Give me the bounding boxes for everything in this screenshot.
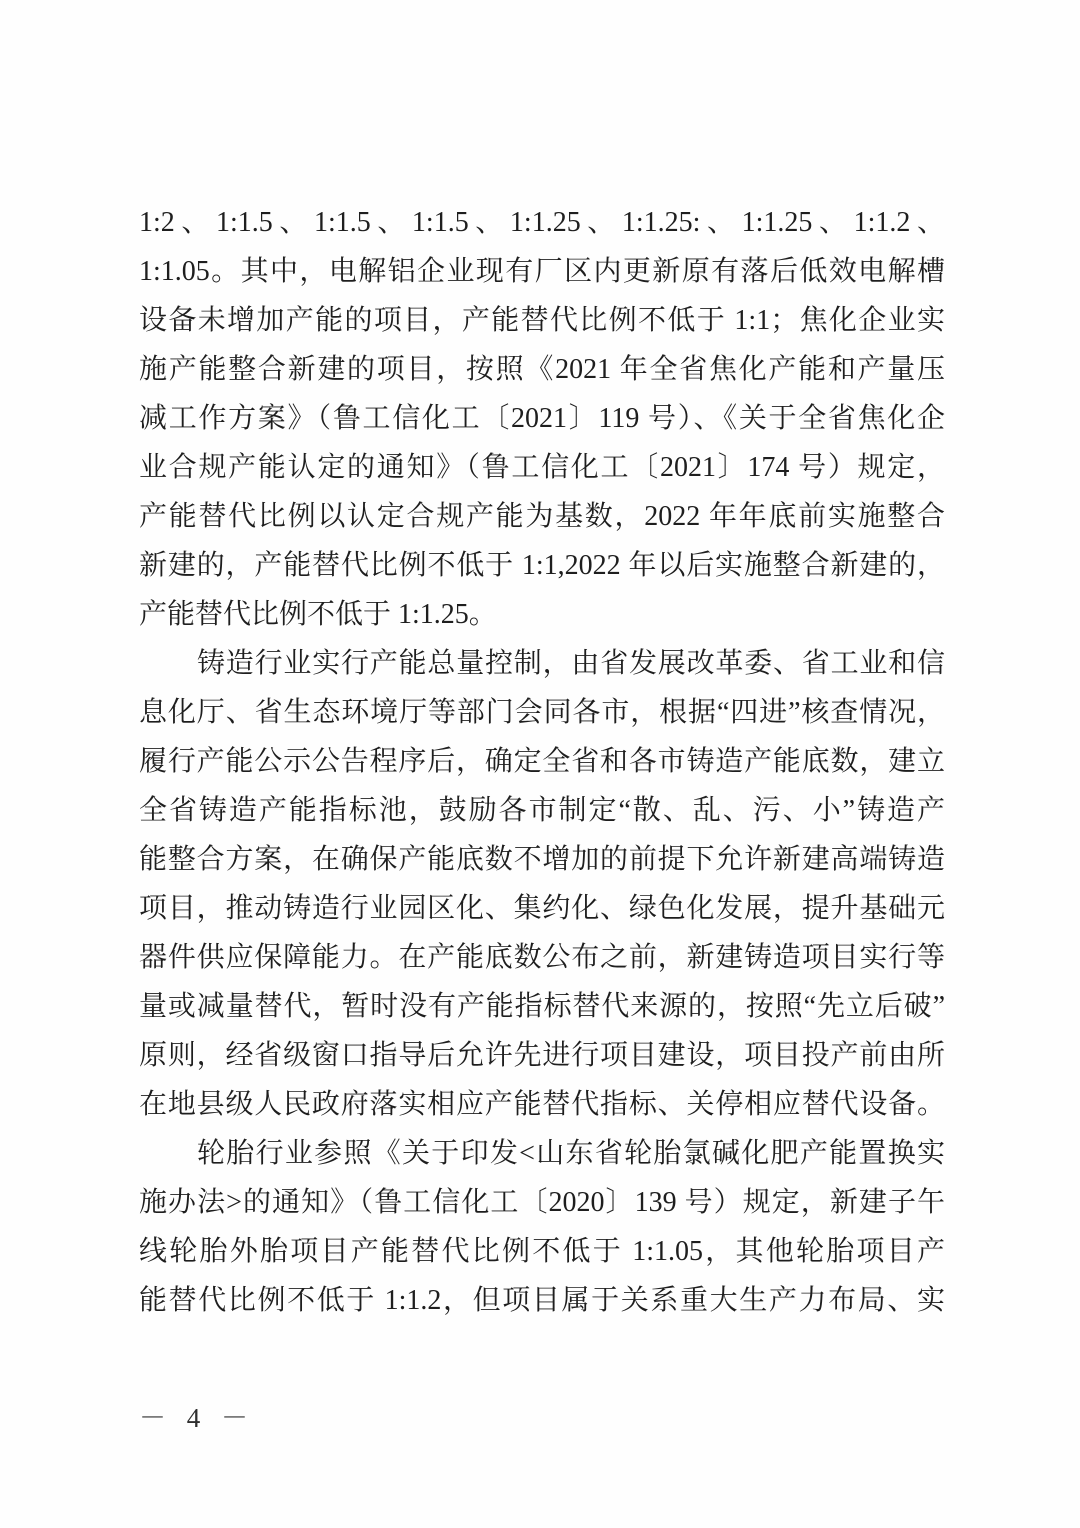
text-line: 轮胎行业参照《关于印发<山东省轮胎氯碱化肥产能置换实 [197, 1138, 945, 1169]
document-body [139, 198, 945, 1325]
text-line: 设备未增加产能的项目，产能替代比例不低于 1:1；焦化企业实 [139, 305, 945, 336]
text-line: 息化厅、省生态环境厅等部门会同各市，根据“四进”核查情况， [139, 697, 945, 728]
text-line: 施产能整合新建的项目，按照《2021 年全省焦化产能和产量压 [139, 354, 945, 385]
text-line: 项目，推动铸造行业园区化、集约化、绿色化发展，提升基础元 [139, 893, 945, 924]
text-line: 能替代比例不低于 1:1.2，但项目属于关系重大生产力布局、实 [139, 1285, 945, 1316]
text-line: 1:2、1:1.5、1:1.5、1:1.5、1:1.25、1:1.25:、1:1.25、1:1.2、 [139, 207, 945, 238]
text-line: 在地县级人民政府落实相应产能替代指标、关停相应替代设备。 [139, 1089, 945, 1120]
text-line: 施办法>的通知》（鲁工信化工〔2020〕139 号）规定，新建子午 [139, 1187, 945, 1218]
text-line: 履行产能公示公告程序后，确定全省和各市铸造产能底数，建立 [139, 746, 945, 777]
text-line: 产能替代比例以认定合规产能为基数，2022 年年底前实施整合 [139, 501, 945, 532]
text-line: 线轮胎外胎项目产能替代比例不低于 1:1.05，其他轮胎项目产 [139, 1236, 945, 1267]
text-line: 新建的，产能替代比例不低于 1:1,2022 年以后实施整合新建的， [139, 550, 945, 581]
text-line: 业合规产能认定的通知》（鲁工信化工〔2021〕174 号）规定， [139, 452, 945, 483]
text-line: 铸造行业实行产能总量控制，由省发展改革委、省工业和信 [197, 648, 945, 679]
text-line: 全省铸造产能指标池，鼓励各市制定“散、乱、污、小”铸造产 [139, 795, 945, 826]
text-line: 器件供应保障能力。在产能底数公布之前，新建铸造项目实行等 [139, 942, 945, 973]
text-line: 1:1.05。其中，电解铝企业现有厂区内更新原有落后低效电解槽 [139, 256, 945, 287]
text-line: 能整合方案，在确保产能底数不增加的前提下允许新建高端铸造 [139, 844, 945, 875]
text-line: 减工作方案》（鲁工信化工〔2021〕119 号）、《关于全省焦化企 [139, 403, 945, 434]
text-line: 产能替代比例不低于 1:1.25。 [139, 599, 497, 630]
text-line: 量或减量替代，暂时没有产能指标替代来源的，按照“先立后破” [139, 991, 945, 1022]
text-line: 原则，经省级窗口指导后允许先进行项目建设，项目投产前由所 [139, 1040, 945, 1071]
page-number: － 4 － [139, 1403, 255, 1433]
